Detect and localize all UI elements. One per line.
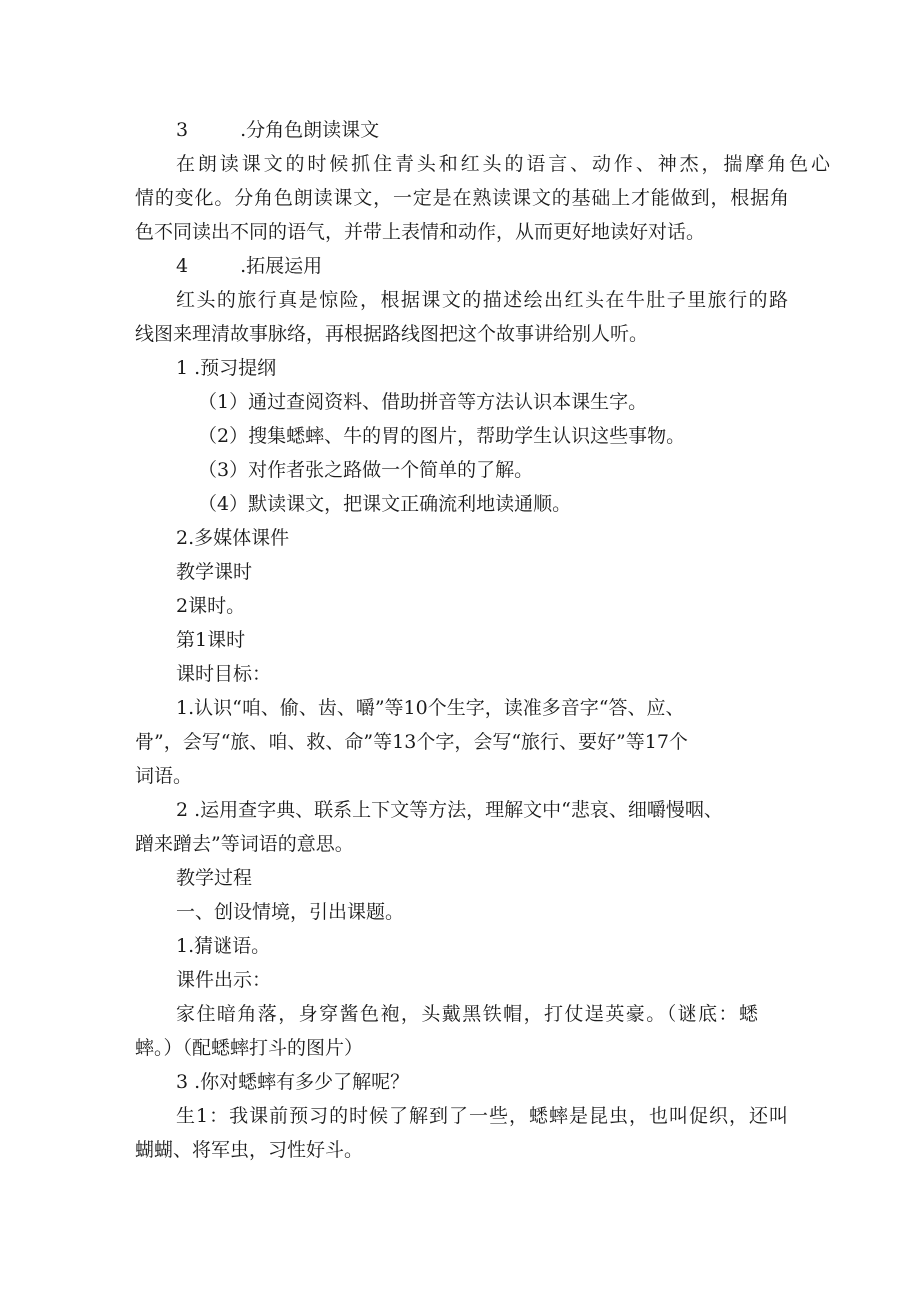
paragraph-line: 红头的旅行真是惊险，根据课文的描述绘出红头在牛肚子里旅行的路 <box>176 289 788 311</box>
list-item: （2）搜集蟋蟀、牛的胃的图片，帮助学生认识这些事物。 <box>198 425 686 447</box>
paragraph-line: 2 .运用查字典、联系上下文等方法，理解文中“悲哀、细嚼慢咽、 <box>176 799 723 821</box>
heading-section-one: 一、创设情境，引出课题。 <box>176 901 405 923</box>
heading-question: 3 .你对蟋蟀有多少了解呢？ <box>176 1071 410 1093</box>
paragraph-line: 词语。 <box>135 765 193 787</box>
heading-extension <box>176 257 322 276</box>
paragraph-line: 生1：我课前预习的时候了解到了一些，蟋蟀是昆虫，也叫促织，还叫 <box>176 1105 788 1127</box>
heading-number: 3 <box>176 119 189 141</box>
heading-teaching-hours: 教学课时 <box>176 561 253 583</box>
heading-lesson-one: 第1课时 <box>176 629 246 651</box>
paragraph-line: 情的变化。分角色朗读课文，一定是在熟读课文的基础上才能做到，根据角 <box>135 187 789 209</box>
heading-preview-outline: 1 .预习提纲 <box>176 357 277 379</box>
heading-riddle: 1.猜谜语。 <box>176 935 271 957</box>
paragraph-line: 色不同读出不同的语气，并带上表情和动作，从而更好地读好对话。 <box>135 221 706 243</box>
paragraph-line: 家住暗角落，身穿酱色袍，头戴黑铁帽，打仗逞英豪。（谜底：蟋 <box>176 1003 758 1025</box>
text-courseware: 课件出示： <box>176 969 272 991</box>
paragraph-line: 蟀。）（配蟋蟀打斗的图片） <box>135 1037 364 1059</box>
list-item: （3）对作者张之路做一个简单的了解。 <box>198 459 534 481</box>
heading-text: .拓展运用 <box>240 255 323 277</box>
heading-number: 4 <box>176 255 189 277</box>
paragraph-line: 蝴蝴、将军虫，习性好斗。 <box>135 1139 364 1161</box>
paragraph-line: 线图来理清故事脉络，再根据路线图把这个故事讲给别人听。 <box>135 323 649 345</box>
list-item: （4）默读课文，把课文正确流利地读通顺。 <box>198 493 572 515</box>
text-hours: 2课时。 <box>176 595 246 617</box>
list-item: （1）通过查阅资料、借助拼音等方法认识本课生字。 <box>198 391 648 413</box>
paragraph-line: 蹭来蹭去”等词语的意思。 <box>135 833 354 855</box>
heading-role-reading <box>176 121 379 140</box>
heading-teaching-process: 教学过程 <box>176 867 253 889</box>
paragraph-line: 在朗读课文的时候抓住青头和红头的语言、动作、神杰，揣摩角色心 <box>176 153 830 175</box>
paragraph-line: 骨”，会写“旅、咱、救、命”等13个字，会写“旅行、要好”等17个 <box>135 731 688 753</box>
heading-text: .分角色朗读课文 <box>240 119 380 141</box>
heading-multimedia: 2.多媒体课件 <box>176 527 290 549</box>
heading-lesson-goals: 课时目标： <box>176 663 272 685</box>
paragraph-line: 1.认识“咱、偷、齿、嚼”等10个生字，读准多音字“答、应、 <box>176 697 685 719</box>
